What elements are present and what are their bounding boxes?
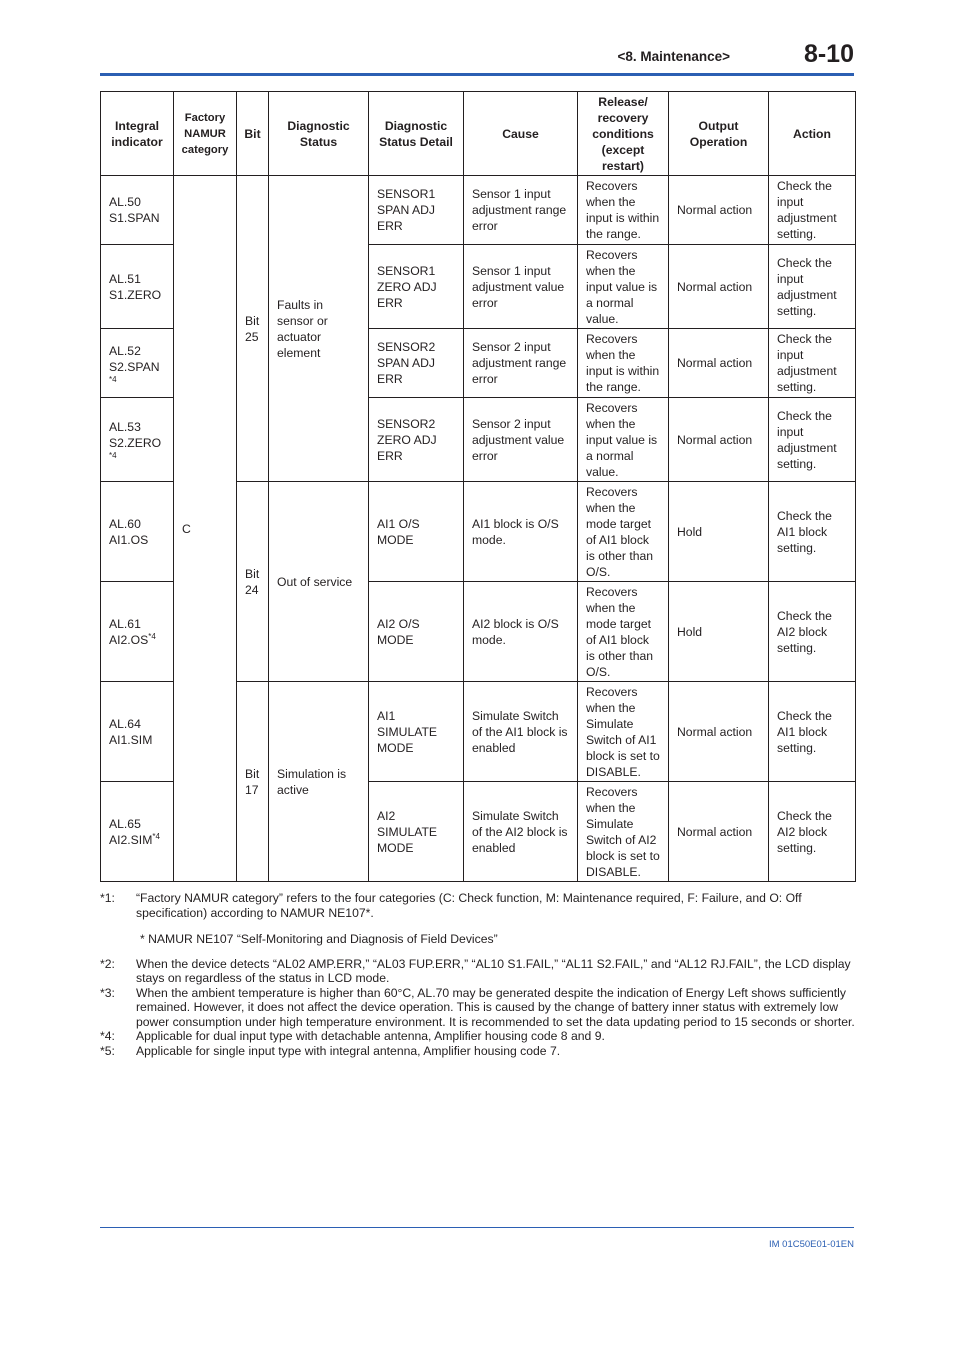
- action-cell: Check the input adjustment setting.: [769, 398, 856, 482]
- table-header-row: [101, 92, 856, 176]
- status-cell: Faults in sensor or actuator element: [269, 176, 369, 482]
- output-cell: Normal action: [669, 682, 769, 782]
- detail-cell: AI1 O/S MODE: [369, 482, 464, 582]
- col-header: Factory NAMUR category: [174, 92, 237, 176]
- col-header: Bit: [237, 92, 269, 176]
- footnote: *5: Applicable for single input type with integral antenna, Amplifier housing code 7.: [100, 1043, 561, 1058]
- release-cell: Recovers when the input value is a normal value.: [578, 398, 669, 482]
- detail-cell: SENSOR1 SPAN ADJ ERR: [369, 176, 464, 245]
- footnote-ref: *4: [152, 831, 160, 841]
- indicator-cell: AL.64 AI1.SIM: [101, 682, 174, 782]
- release-cell: Recovers when the input value is a normal value.: [578, 245, 669, 329]
- action-cell: Check the AI2 block setting.: [769, 782, 856, 882]
- indicator-cell: AL.61 AI2.OS$^{*4}$: [101, 582, 174, 682]
- col-header: Output Operation: [669, 92, 769, 176]
- status-cell: Out of service: [269, 482, 369, 682]
- cause-cell: Sensor 2 input adjustment range error: [464, 329, 578, 398]
- document-id: IM 01C50E01-01EN: [768, 1239, 854, 1250]
- indicator-cell: AL.52 S2.SPAN *4: [101, 329, 174, 398]
- col-header: Release/ recovery conditions (except restart): [578, 92, 669, 176]
- bit-cell: Bit 24: [237, 482, 269, 682]
- output-cell: Hold: [669, 482, 769, 582]
- release-cell: Recovers when the mode target of AI1 block is other than O/S.: [578, 482, 669, 582]
- footnote: *3: When the ambient temperature is higher than 60°C, AL.70 may be generated despite the indication of Energy Left shows sufficiently remained. However, it does not affect the device operation. This is caused by the change of battery inner status with extremely low power consumption under high temperature environment. It is recommended to set the data updating period to 15 seconds or shorter.: [100, 985, 855, 1029]
- release-cell: Recovers when the mode target of AI1 block is other than O/S.: [578, 582, 669, 682]
- category-cell: C: [174, 176, 237, 882]
- footnote: *4: Applicable for dual input type with detachable antenna, Amplifier housing code 8 and 9.: [100, 1029, 605, 1043]
- status-cell: Simulation is active: [269, 682, 369, 882]
- release-cell: Recovers when the input is within the range.: [578, 176, 669, 245]
- indicator-cell: AL.65 AI2.SIM$^{*4}$: [101, 782, 174, 882]
- bit-cell: Bit 25: [237, 176, 269, 482]
- detail-cell: SENSOR2 ZERO ADJ ERR: [369, 398, 464, 482]
- diagnostic-table: [100, 91, 856, 882]
- page-number: 8-10: [803, 40, 854, 68]
- output-cell: Normal action: [669, 245, 769, 329]
- output-cell: Normal action: [669, 329, 769, 398]
- section-title: <8. Maintenance>: [617, 49, 730, 64]
- footnote-ref: *4: [109, 374, 117, 384]
- header-rule: [100, 73, 854, 76]
- col-header: Diagnostic Status: [269, 92, 369, 176]
- cause-cell: Simulate Switch of the AI2 block is enabled: [464, 782, 578, 882]
- footnote: *1: “Factory NAMUR category” refers to the four categories (C: Check function, M: Maintenance required, F: Failure, and O: Off specification) according to NAMUR NE107*.: [100, 891, 802, 920]
- cause-cell: Sensor 1 input adjustment value error: [464, 245, 578, 329]
- indicator-cell: AL.51 S1.ZERO: [101, 245, 174, 329]
- bit-cell: Bit 17: [237, 682, 269, 882]
- action-cell: Check the input adjustment setting.: [769, 329, 856, 398]
- col-header: Action: [769, 92, 856, 176]
- detail-cell: AI2 O/S MODE: [369, 582, 464, 682]
- output-cell: Normal action: [669, 782, 769, 882]
- footnote: *2: When the device detects “AL02 AMP.ERR,” “AL03 FUP.ERR,” “AL10 S1.FAIL,” “AL11 S2.FAIL,” and “AL12 RJ.FAIL”, the LCD display stays on regardless of the status in LCD mode.: [100, 956, 851, 985]
- footnote-ref: *4: [148, 631, 156, 641]
- action-cell: Check the AI1 block setting.: [769, 482, 856, 582]
- cause-cell: Sensor 1 input adjustment range error: [464, 176, 578, 245]
- indicator-cell: AL.60 AI1.OS: [101, 482, 174, 582]
- detail-cell: AI2 SIMULATE MODE: [369, 782, 464, 882]
- col-header: Diagnostic Status Detail: [369, 92, 464, 176]
- release-cell: Recovers when the Simulate Switch of AI1 block is set to DISABLE.: [578, 682, 669, 782]
- release-cell: Recovers when the Simulate Switch of AI2 block is set to DISABLE.: [578, 782, 669, 882]
- action-cell: Check the input adjustment setting.: [769, 176, 856, 245]
- cause-cell: Sensor 2 input adjustment value error: [464, 398, 578, 482]
- output-cell: Hold: [669, 582, 769, 682]
- footer-rule: [100, 1227, 854, 1228]
- indicator-cell: AL.53 S2.ZERO *4: [101, 398, 174, 482]
- reference-note: * NAMUR NE107 “Self-Monitoring and Diagnosis of Field Devices”: [140, 932, 498, 946]
- col-header: Integral indicator: [101, 92, 174, 176]
- table-row: [101, 176, 856, 245]
- output-cell: Normal action: [669, 398, 769, 482]
- cause-cell: AI2 block is O/S mode.: [464, 582, 578, 682]
- action-cell: Check the input adjustment setting.: [769, 245, 856, 329]
- footnote-ref: *4: [109, 451, 117, 460]
- output-cell: Normal action: [669, 176, 769, 245]
- detail-cell: SENSOR2 SPAN ADJ ERR: [369, 329, 464, 398]
- footnotes: [100, 891, 856, 1058]
- indicator-cell: AL.50 S1.SPAN: [101, 176, 174, 245]
- detail-cell: AI1 SIMULATE MODE: [369, 682, 464, 782]
- action-cell: Check the AI1 block setting.: [769, 682, 856, 782]
- cause-cell: Simulate Switch of the AI1 block is enabled: [464, 682, 578, 782]
- cause-cell: AI1 block is O/S mode.: [464, 482, 578, 582]
- release-cell: Recovers when the input is within the range.: [578, 329, 669, 398]
- page-header: [100, 40, 854, 72]
- detail-cell: SENSOR1 ZERO ADJ ERR: [369, 245, 464, 329]
- col-header: Cause: [464, 92, 578, 176]
- action-cell: Check the AI2 block setting.: [769, 582, 856, 682]
